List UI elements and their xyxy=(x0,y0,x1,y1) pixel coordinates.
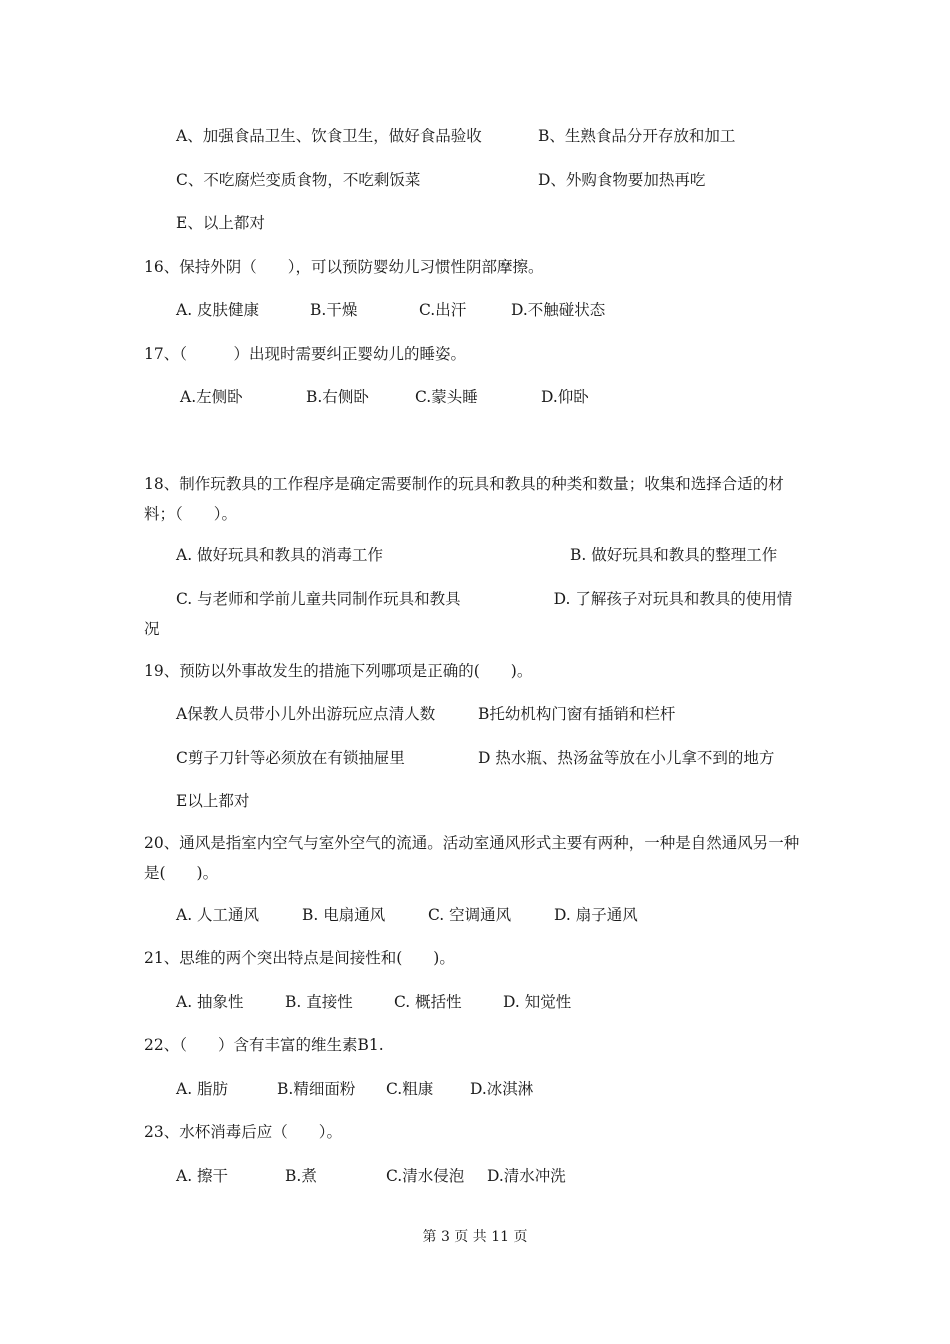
q15-option-a: A、加强食品卫生、饮食卫生，做好食品验收 xyxy=(176,127,482,145)
q17-stem: 17、（ ）出现时需要纠正婴幼儿的睡姿。 xyxy=(144,345,466,363)
q22-option-b: B.精细面粉 xyxy=(277,1080,356,1098)
q16-option-d: D.不触碰状态 xyxy=(511,301,606,319)
q21-stem: 21、思维的两个突出特点是间接性和( )。 xyxy=(144,949,455,967)
q21-option-b: B. 直接性 xyxy=(285,993,353,1011)
q16-option-a: A. 皮肤健康 xyxy=(176,301,260,319)
q16-option-c: C.出汗 xyxy=(419,301,467,319)
q15-option-b: B、生熟食品分开存放和加工 xyxy=(538,127,736,145)
q20-option-d: D. 扇子通风 xyxy=(554,906,638,924)
q17-option-c: C.蒙头睡 xyxy=(415,388,478,406)
q19-option-c: C剪子刀针等必须放在有锁抽屉里 xyxy=(176,749,405,767)
q23-option-c: C.清水侵泡 xyxy=(386,1167,465,1185)
q17-option-b: B.右侧卧 xyxy=(306,388,369,406)
q17-option-a: A.左侧卧 xyxy=(180,388,243,406)
q20-stem: 20、通风是指室内空气与室外空气的流通。活动室通风形式主要有两种，一种是自然通风另一种是( )。 xyxy=(144,834,800,882)
q19-option-d: D 热水瓶、热汤盆等放在小儿拿不到的地方 xyxy=(478,749,775,767)
q23-option-d: D.清水冲洗 xyxy=(487,1167,566,1185)
q19-stem: 19、预防以外事故发生的措施下列哪项是正确的( )。 xyxy=(144,662,533,680)
q22-option-a: A. 脂肪 xyxy=(176,1080,229,1098)
q23-stem: 23、水杯消毒后应（ ）。 xyxy=(144,1123,342,1141)
q17-option-d: D.仰卧 xyxy=(541,388,589,406)
q21-option-d: D. 知觉性 xyxy=(503,993,572,1011)
q21-option-c: C. 概括性 xyxy=(394,993,462,1011)
q16-option-b: B.干燥 xyxy=(310,301,358,319)
q20-option-a: A. 人工通风 xyxy=(176,906,260,924)
q22-option-d: D.冰淇淋 xyxy=(470,1080,534,1098)
q16-stem: 16、保持外阴（ ），可以预防婴幼儿习惯性阴部摩擦。 xyxy=(144,258,544,276)
q22-option-c: C.粗康 xyxy=(386,1080,434,1098)
q19-option-e: E以上都对 xyxy=(176,792,250,810)
q19-option-b: B托幼机构门窗有插销和栏杆 xyxy=(478,705,676,723)
q19-option-a: A保教人员带小儿外出游玩应点清人数 xyxy=(176,705,436,723)
page-number: 第 3 页 共 11 页 xyxy=(422,1229,528,1245)
q18-option-a: A. 做好玩具和教具的消毒工作 xyxy=(176,546,384,564)
q22-stem: 22、（ ）含有丰富的维生素B1. xyxy=(144,1036,384,1054)
q20-option-c: C. 空调通风 xyxy=(428,906,512,924)
q15-option-e: E、以上都对 xyxy=(176,214,265,232)
q23-option-a: A. 擦干 xyxy=(176,1167,229,1185)
q18-option-b: B. 做好玩具和教具的整理工作 xyxy=(570,546,778,564)
q21-option-a: A. 抽象性 xyxy=(176,993,244,1011)
q18-option-c-d: C. 与老师和学前儿童共同制作玩具和教具 D. 了解孩子对玩具和教具的使用情况 xyxy=(144,590,793,638)
q15-option-d: D、外购食物要加热再吃 xyxy=(538,171,706,189)
q23-option-b: B.煮 xyxy=(285,1167,317,1185)
q18-stem: 18、制作玩教具的工作程序是确定需要制作的玩具和教具的种类和数量；收集和选择合适的材料；（ ）。 xyxy=(144,475,784,523)
q15-option-c: C、不吃腐烂变质食物，不吃剩饭菜 xyxy=(176,171,421,189)
q20-option-b: B. 电扇通风 xyxy=(302,906,386,924)
